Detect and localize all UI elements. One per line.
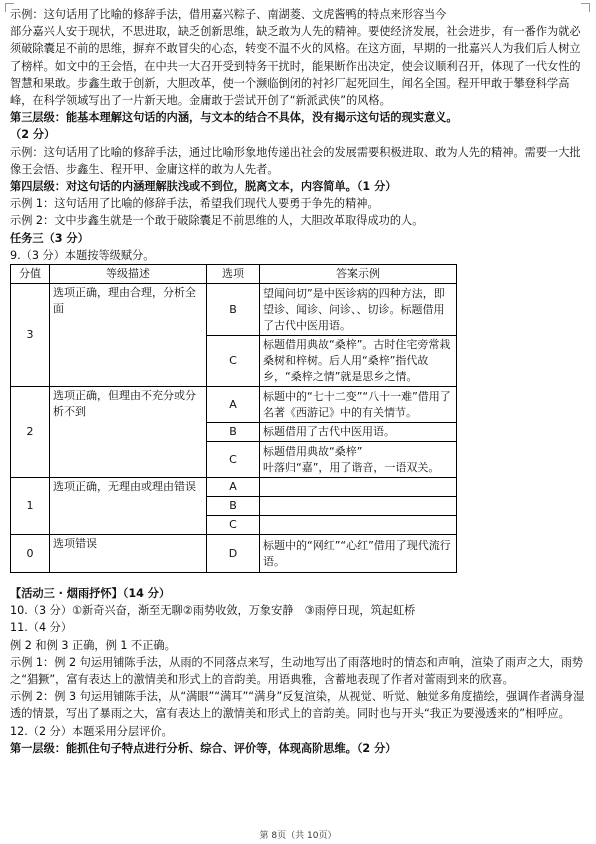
header-answer-example: 答案示例 [260,265,457,284]
text-line: 第三层级：能基本理解这句话的内涵，与文本的结合不具体，没有揭示这句话的现实意义。 [10,111,458,125]
header-option: 选项 [207,265,260,284]
cell-option: B [207,423,260,442]
text-line: （2 分） [10,128,56,142]
text-line: 示例 2：文中步鑫生就是一个敢于破除囊足不前思维的人，大胆改革取得成功的人。 [10,214,424,228]
cell-option: B [207,284,260,336]
text-line: 第四层级：对这句话的内涵理解肤浅或不到位，脱离文本，内容简单。（1 分） [10,180,397,194]
text-line: 部分嘉兴人安于现状，不思进取，缺乏创新思维，缺乏敢为人先的精神。要使经济发展，社会进步，有一番作为就必须破除囊足不前的思维，摒弃不敢冒尖的心态，转变不温不火的风格。在这方面，早期的一批嘉兴人为我们后人树立了榜样。如文中的王会悟，在中共一大召开受到特务干扰时，能果断作出决定，使会议顺利召开，体现了一代女性的智慧和果敢。步鑫生敢于创新，大胆改革，使一个濒临倒闭的衬衫厂起死回生，闻名全国。程开甲敢于攀登科学高峰，在科学领域写出了一片新天地。金庸敢于尝试开创了“新派武侠”的风格。 [10,25,581,108]
header-score: 分值 [11,265,50,284]
text-line: 【活动三 · 烟雨抒怀】（14 分） [10,587,171,601]
text-line: 示例 2：例 3 句运用铺陈手法，从“满眼”“满耳”“满身”反复渲染，从视觉、听觉、触觉多角度描绘，强调作者满身湿透的情景，写出了暴雨之大，富有表达上的激情美和形式上的音韵美。同时也与开头“我正为要漫透来的”相呼应。 [10,690,585,721]
text-line: 9.（3 分）本题按等级赋分。 [10,248,155,262]
table-row [11,284,457,336]
cell-option: C [207,442,260,478]
cell-score: 0 [11,535,50,573]
cell-answer-example: 望闻问切”是中医诊病的四种方法，即望诊、闻诊、问诊、、切诊。标题借用了古代中医用语。 [260,284,457,336]
cell-answer-example: 标题中的“网红”“心红”借用了现代流行语。 [260,535,457,573]
cell-option: B [207,497,260,516]
table-row [11,478,457,497]
table-header-row [11,265,457,284]
cell-level-desc: 选项正确，无理由或理由错误 [50,478,207,535]
cell-answer-example: 标题中的“七十二变”“八十一难”借用了名著《西游记》中的有关情节。 [260,387,457,423]
table-row [11,535,457,573]
text-line: 示例 1：这句话用了比喻的修辞手法，希望我们现代人要勇于争先的精神。 [10,197,379,211]
header-level-desc: 等级描述 [50,265,207,284]
cell-option: A [207,478,260,497]
cell-answer-example [260,497,457,516]
cell-option: A [207,387,260,423]
text-line: 10.（3 分）①新奇兴奋，渐至无聊②雨势收敛，万象安静 ③雨停日现，筑起虹桥 [10,604,416,618]
cell-answer-example [260,516,457,535]
text-line: 11.（4 分） [10,621,73,635]
answer-text-bottom [10,585,588,757]
text-line: 例 2 和例 3 正确，例 1 不正确。 [10,638,176,652]
cell-level-desc: 选项正确，但理由不充分或分析不到 [50,387,207,478]
page-footer: 第 8页（共 10页） [259,831,337,841]
cell-answer-example [260,478,457,497]
document-content [10,6,588,757]
text-line: 示例：这句话用了比喻的修辞手法，借用嘉兴粽子、南湖菱、文虎酱鸭的特点来形容当今 [10,8,447,21]
cell-option: C [207,336,260,387]
grading-table [10,264,457,573]
cell-score: 3 [11,284,50,387]
text-line: 任务三（3 分） [10,231,89,245]
text-line: 12.（2 分）本题采用分层评价。 [10,724,173,738]
cell-level-desc: 选项正确，理由合理，分析全面 [50,284,207,387]
cell-option: D [207,535,260,573]
text-line: 示例 1：例 2 句运用铺陈手法，从雨的不同落点来写，生动地写出了雨落地时的情态和声响，渲染了雨声之大，雨势之“猖獗”，富有表达上的激情美和形式上的音韵美。用语典雅，含蓄地表现了作者对蕾雨到来的欣喜。 [10,655,584,687]
cell-answer-example: 标题借用了古代中医用语。 [260,423,457,442]
cell-score: 1 [11,478,50,535]
cell-answer-example: 标题借用典故“桑梓” 叶落归“嘉”，用了谐音，一语双关。 [260,442,457,478]
cell-option: C [207,516,260,535]
text-line: 第一层级：能抓住句子特点进行分析、综合、评价等，体现高阶思维。（2 分） [10,741,397,755]
cell-level-desc: 选项错误 [50,535,207,573]
cell-score: 2 [11,387,50,478]
cell-answer-example: 标题借用典故“桑梓”。古时住宅旁常栽桑树和梓树。后人用“桑梓”指代故乡，“桑梓之情”就是思乡之情。 [260,336,457,387]
answer-text-top [10,6,588,264]
text-line: 示例：这句话用了比喻的修辞手法，通过比喻形象地传递出社会的发展需要积极进取、敢为人先的精神。需要一大批像王会悟、步鑫生、程开甲、金庸这样的敢为人先者。 [10,145,581,176]
table-row [11,387,457,423]
